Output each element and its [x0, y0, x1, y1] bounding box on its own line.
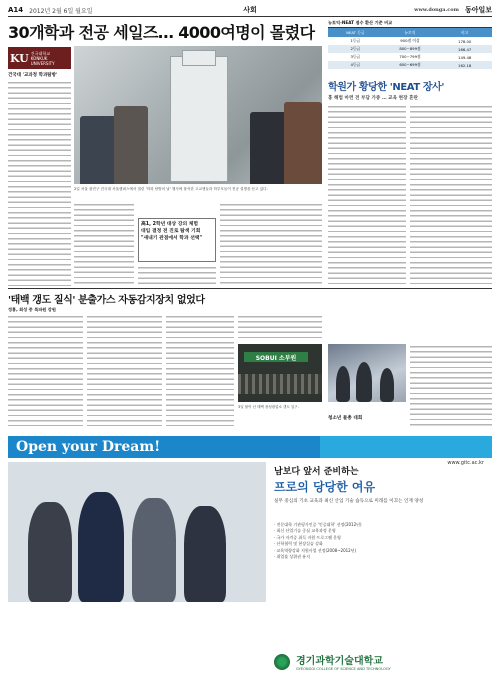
mine-sign: SOBUI 소부원 [244, 352, 308, 362]
site-url: www.donga.com [414, 7, 459, 13]
neat-body-col2 [410, 104, 492, 286]
table-cell: 600~699점 [399, 62, 421, 67]
college-logo-area [274, 652, 391, 671]
neat-subhead: 홍 해법 마련 전 부담 가중 … 교육 현장 혼란 [328, 96, 418, 101]
ku-logo: KU [10, 51, 29, 65]
neat-headline: 학원가 황당한 'NEAT 장사' [328, 82, 445, 93]
sidebox-line3: "새내기 관점에서 학과 선택" [141, 236, 202, 241]
mine-photo [238, 344, 322, 402]
sidebox-line1: 高1, 2학년 대상 강의 체험 [141, 222, 199, 227]
subway-byline: 정홍, 최성 중 특파원 강원 [8, 307, 56, 312]
table-cell: 700~799점 [399, 54, 421, 59]
article-body-col3 [138, 265, 216, 286]
table-cell: 4등급 [350, 62, 361, 67]
list-item: · 산학협력 및 현장실습 강화 [274, 541, 323, 547]
event-caption: 청소년 물총 대회 [328, 416, 363, 421]
student-figure [184, 506, 226, 602]
college-name: 경기과학기술대학교 [296, 656, 383, 667]
brochure-top [182, 50, 216, 66]
table-row [328, 61, 492, 69]
advertisement[interactable] [8, 432, 492, 687]
side-body-col [410, 344, 492, 426]
neat-body-col1 [328, 104, 406, 286]
table-cell: 3등급 [350, 54, 361, 59]
student-figure [28, 502, 72, 602]
person-figure [114, 106, 148, 184]
table-cell: 149.48 [458, 54, 472, 60]
person-figure [380, 368, 394, 402]
table-cell: 1등급 [350, 38, 361, 43]
score-table-title: 뉴토익-NEAT 점수 환산 기준 비교 [328, 20, 492, 28]
article-body-col4 [220, 202, 322, 286]
ad-feature-list [274, 522, 484, 560]
ad-banner-strip [320, 436, 492, 458]
brochure-stack [170, 56, 228, 182]
ad-url[interactable]: www.gitc.ac.kr [447, 460, 484, 466]
subway-body-col4 [238, 314, 322, 342]
table-cell: 178.00 [458, 38, 472, 44]
article-body-col2 [74, 202, 134, 286]
table-cell: 2등급 [350, 46, 361, 51]
header-cell: 뉴토익 [404, 29, 416, 35]
header-cell: 비고 [461, 29, 469, 35]
school-name-ko: 건국대학교 [30, 50, 51, 56]
table-cell: 166.47 [458, 46, 472, 52]
header-cell: NEAT 등급 [346, 29, 365, 35]
main-subhead: 건국대 '교과정 학과탐방' [8, 73, 58, 78]
page-number: A14 [8, 6, 24, 14]
student-figure [132, 498, 176, 602]
rail-track [238, 374, 322, 394]
issue-date: 2012년 2월 6일 월요일 [29, 7, 93, 15]
section-divider [8, 288, 492, 289]
college-name-block [296, 652, 391, 671]
main-photo-caption: 2일 서울 광진구 건국대 서울캠퍼스에서 열린 '학과 탐방의 날' 행사에 참석한 고교생들과 학부모들이 전공 설명을 듣고 있다. [74, 187, 268, 191]
table-row [328, 45, 492, 53]
list-item: · 취업률 상위권 유지 [274, 554, 310, 560]
ad-title-line2: 프로의 당당한 여유 [274, 480, 376, 494]
college-emblem-icon [274, 654, 290, 670]
article-body-col1 [8, 80, 71, 286]
table-cell: 162.18 [458, 62, 472, 68]
college-name-en: GYEONGGI COLLEGE OF SCIENCE AND TECHNOLOGY [296, 667, 391, 671]
list-item: · 최신 산업기술 중심 교육과정 운영 [274, 528, 336, 534]
mine-photo-caption: 3일 불이 난 태백 장성광업소 갱도 입구. [238, 405, 299, 409]
ad-description: 실무 중심의 기초 교육과 최신 산업 기술 습득으로 미래를 이끄는 인재 양성 [274, 499, 424, 504]
main-headline: 30개학과 전공 세일즈… 4000여명이 몰렸다 [8, 23, 315, 42]
main-photo [74, 46, 322, 184]
person-figure [284, 102, 322, 184]
page-header [8, 4, 492, 17]
newspaper-name: 동아일보 [464, 5, 492, 14]
sidebox-line2: 대입 결정 전 진로 탐색 기회 [141, 229, 201, 234]
event-photo [328, 344, 406, 402]
section-title: 사회 [243, 6, 257, 14]
ad-photo [8, 462, 266, 602]
ad-slogan: Open your Dream! [16, 439, 161, 455]
table-cell: 900점 이상 [400, 38, 420, 43]
school-name-en: KONKUK UNIVERSITY [30, 55, 55, 66]
list-item: · 교육역량강화 지원사업 선정(2008~2012년) [274, 547, 357, 553]
sidebar-box [138, 218, 216, 262]
subway-headline: '태백 갱도 질식' 분출가스 자동감지장치 없었다 [8, 295, 205, 306]
subway-body-col2 [87, 314, 162, 426]
school-name [31, 51, 69, 66]
table-row [328, 37, 492, 45]
subway-body-col1 [8, 314, 83, 426]
ad-title-line1: 남보다 앞서 준비하는 [274, 467, 359, 477]
person-figure [356, 362, 372, 402]
student-figure [78, 492, 124, 602]
score-table [328, 20, 492, 69]
list-item: · 국가 자격증 취득 지원 프로그램 운영 [274, 534, 341, 540]
score-table-header [328, 28, 492, 37]
ad-banner [8, 436, 320, 458]
subway-body-col3 [166, 314, 234, 426]
table-row [328, 53, 492, 61]
school-logo-box [8, 47, 71, 69]
table-cell: 800~899점 [399, 46, 421, 51]
person-figure [250, 112, 286, 184]
person-figure [336, 366, 350, 402]
list-item: · 전문대학 기관평가인증 '인증대학' 선정(2012년) [274, 522, 362, 527]
